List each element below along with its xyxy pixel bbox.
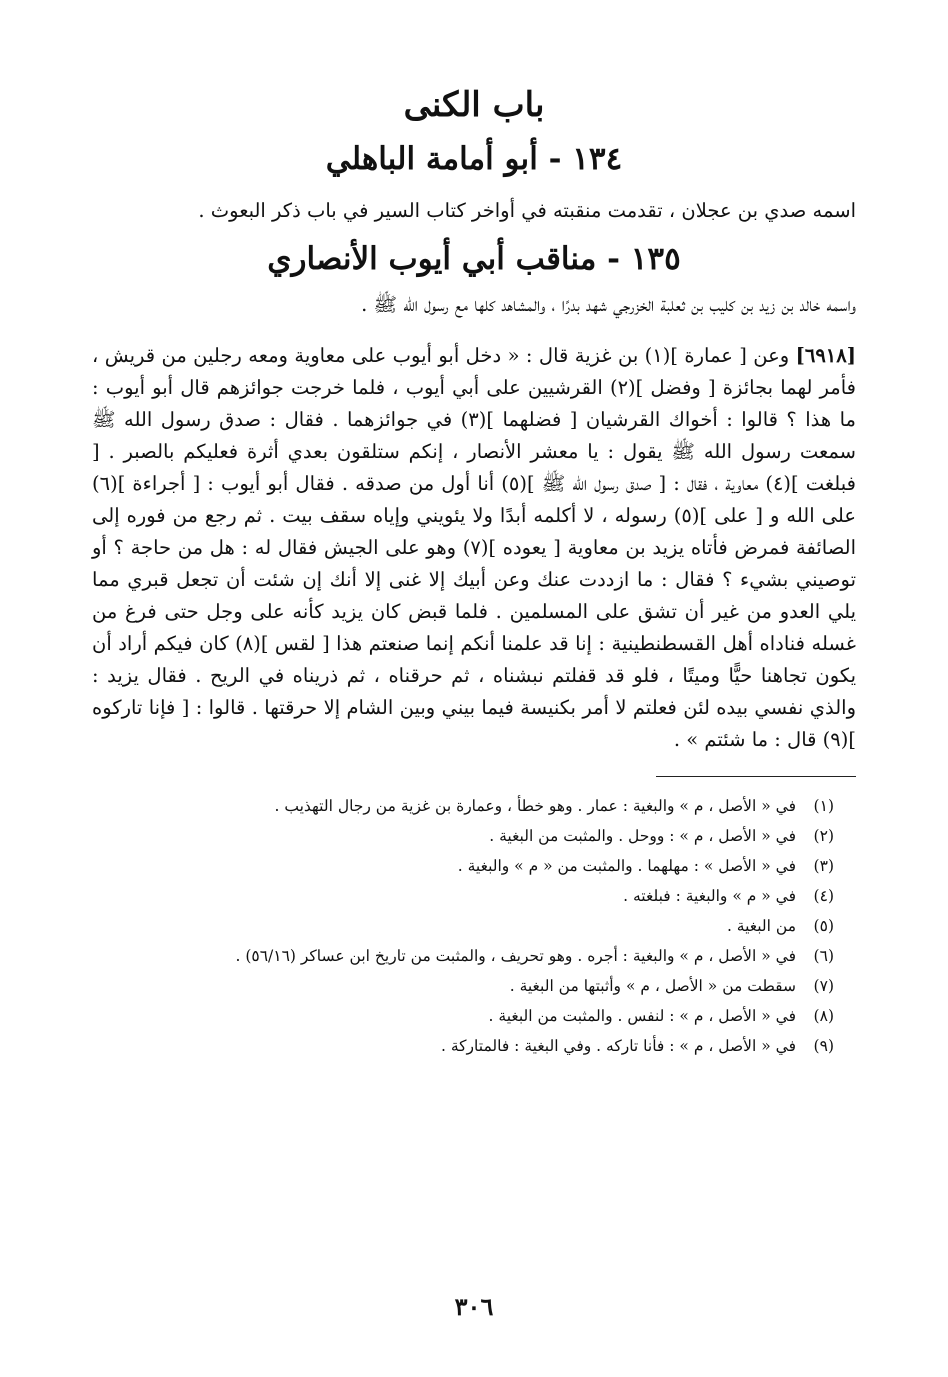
- footnote-mark: (٤): [813, 887, 834, 905]
- footnote-mark: (٥): [813, 917, 834, 935]
- section-title-134: ١٣٤ - أبو أمامة الباهلي: [325, 141, 623, 177]
- footnote-text: من البغية .: [726, 917, 796, 935]
- footnote-item: [92, 821, 834, 851]
- footnote-text: في « الأصل ، م » : لنفس . والمثبت من البغية .: [488, 1007, 796, 1025]
- footnote-item: [92, 941, 834, 971]
- footnote-text: سقطت من « الأصل ، م » وأثبتها من البغية .: [509, 977, 796, 995]
- footnote-text: في « الأصل ، م » : ووحل . والمثبت من البغية .: [489, 827, 796, 845]
- footnote-text: في « الأصل » : مهلهما . والمثبت من « م » والبغية .: [457, 857, 796, 875]
- hadith-number: [٦٩١٨]: [795, 344, 856, 367]
- footnote-mark: (٣): [813, 857, 834, 875]
- footnote-item: [92, 791, 834, 821]
- chapter-title: باب الكنى: [403, 85, 545, 125]
- footnote-item: [92, 881, 834, 911]
- footnote-mark: (٦): [813, 947, 834, 965]
- section-title-135: ١٣٥ - مناقب أبي أيوب الأنصاري: [267, 241, 681, 277]
- footnote-text: في « الأصل ، م » والبغية : أجره . وهو تحريف ، والمثبت من تاريخ ابن عساكر (٥٦/١٦) .: [235, 947, 796, 965]
- document-page: [92, 70, 856, 1337]
- footnote-mark: (٧): [813, 977, 834, 995]
- footnote-item: [92, 1031, 834, 1061]
- page-number: ٣٠٦: [454, 1292, 494, 1321]
- footnotes-list: [92, 791, 856, 1061]
- footnote-mark: (٨): [813, 1007, 834, 1025]
- footnote-item: [92, 851, 834, 881]
- footnote-item: [92, 971, 834, 1001]
- footnote-text: في « الأصل ، م » : فأنا تاركه . وفي البغية : فالمتاركة .: [441, 1037, 796, 1055]
- footnote-text: في « الأصل ، م » والبغية : عمار . وهو خطأ ، وعمارة بن غزية من رجال التهذيب .: [274, 797, 796, 815]
- footnote-item: [92, 911, 834, 941]
- footnote-divider: [656, 776, 856, 777]
- hadith-text: وعن [ عمارة ](١) بن غزية قال : « دخل أبو أيوب على معاوية ومعه رجلين من قريش ، فأمر لهما بجائزة [ وفضل ](٢) القرشيين على أبي أيوب ، فلما خرجت جوائزهم قال أبو أيوب : ما هذا ؟ قالوا : أخواك القرشيان [ فضلهما ](٣) في جوائزهما . فقال : صدق رسول الله ﷺ سمعت رسول الله ﷺ يقول : يا معشر الأنصار ، إنكم ستلقون بعدي أثرة فعليكم بالصبر . [ فبلغت ](٤) معاوية ، فقال : [ صدق رسول الله ﷺ ](٥) أنا أول من صدقه . فقال أبو أيوب : [ أجراءة ](٦) على الله و [ على ](٥) رسوله ، لا أكلمه أبدًا ولا يئويني وإياه سقف بيت . ثم رجع من فوره إلى الصائفة فمرض فأتاه يزيد بن معاوية [ يعوده ](٧) وهو على الجيش فقال له : هل من حاجة ؟ أو توصيني بشيء ؟ فقال : ما ازددت عنك وعن أبيك إلا غنى إلا أنك إن شئت أن تجعل قبري مما يلي العدو من غير أن تشق على المسلمين . فلما قبض كان يزيد كأنه على وجل حتى فرغ من غسله فناداه أهل القسطنطينية : إنا قد علمنا أنكم إنما صنعتم هذا [ لقس ](٨) كان فيكم أراد أن يكون تجاهنا حيًّا وميتًا ، فلو قد قفلتم نبشناه ، ثم حرقناه ، ثم ذريناه في الريح . فقال يزيد : والذي نفسي بيده لئن فعلتم لا أمر بكنيسة فيما بيني وبين الشام إلا حرقتها . قالوا : [ فإنا تاركوه ](٩) قال : ما شئتم » .: [92, 344, 857, 751]
- footnote-text: في « م » والبغية : فبلغته .: [623, 887, 796, 905]
- section-intro-135: واسمه خالد بن زيد بن كليب بن ثعلبة الخزرجي شهد بدرًا ، والمشاهد كلها مع رسول الله ﷺ .: [361, 293, 856, 316]
- footnote-mark: (٩): [813, 1037, 834, 1055]
- hadith-paragraph: [92, 340, 856, 756]
- section-intro-134: اسمه صدي بن عجلان ، تقدمت منقبته في أواخر كتاب السير في باب ذكر البعوث .: [198, 199, 856, 222]
- footnote-mark: (٢): [813, 827, 834, 845]
- footnote-item: [92, 1001, 834, 1031]
- footnote-mark: (١): [813, 797, 834, 815]
